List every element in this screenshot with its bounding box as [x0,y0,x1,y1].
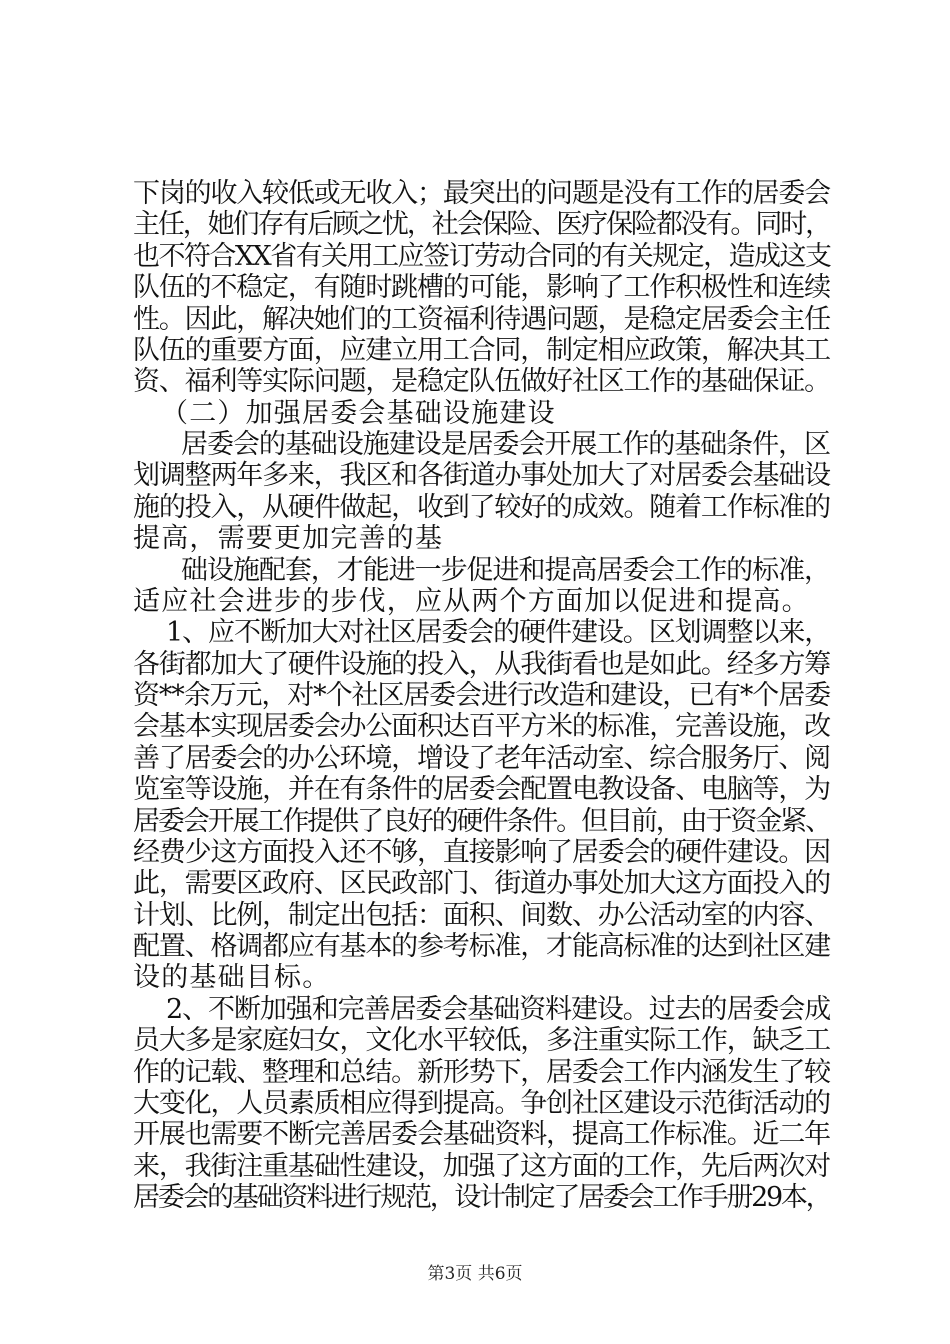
text-line: 开展也需要不断完善居委会基础资料，提高工作标准。近二年 [133,1119,830,1151]
text-line: 1、应不断加大对社区居委会的硬件建设。区划调整以来， [166,617,831,649]
text-line: （二）加强居委会基础设施建设 [161,397,556,429]
text-line: 队伍的不稳定，有随时跳槽的可能，影响了工作积极性和连续 [133,272,830,304]
text-line: 主任，她们存有后顾之忧，社会保险、医疗保险都没有。同时， [133,209,830,241]
text-line: 会基本实现居委会办公面积达百平方米的标准，完善设施，改 [133,711,830,743]
text-line: 览室等设施，并在有条件的居委会配置电教设备、电脑等，为 [133,774,830,806]
text-line: 资**余万元，对*个社区居委会进行改造和建设，已有*个居委 [133,680,830,711]
text-line: 善了居委会的办公环境，增设了老年活动室、综合服务厅、阅 [133,742,830,774]
text-line: 各街都加大了硬件设施的投入，从我街看也是如此。经多方筹 [133,648,830,680]
text-line: 施的投入，从硬件做起，收到了较好的成效。随着工作标准的 [133,491,830,523]
text-line: 划调整两年多来，我区和各街道办事处加大了对居委会基础设 [133,460,830,492]
text-line: 设的基础目标。 [133,962,331,994]
text-line: 经费少这方面投入还不够，直接影响了居委会的硬件建设。因 [133,836,830,868]
text-line: 也不符合XX省有关用工应签订劳动合同的有关规定，造成这支 [133,240,831,272]
text-line: 居委会的基础资料进行规范，设计制定了居委会工作手册29本， [133,1182,831,1213]
text-line: 提高，需要更加完善的基 [133,523,444,555]
text-line: 适应社会进步的步伐，应从两个方面加以促进和提高。 [133,585,810,617]
text-line: 大变化，人员素质相应得到提高。争创社区建设示范街活动的 [133,1087,830,1119]
text-line: 作的记载、整理和总结。新形势下，居委会工作内涵发生了较 [133,1056,830,1088]
text-line: 资、福利等实际问题，是稳定队伍做好社区工作的基础保证。 [133,366,830,398]
text-line: 此，需要区政府、区民政部门、街道办事处加大这方面投入的 [133,868,830,900]
text-line: 下岗的收入较低或无收入；最突出的问题是没有工作的居委会 [133,178,830,209]
text-line: 居委会开展工作提供了良好的硬件条件。但目前，由于资金紧、 [133,805,830,837]
text-line: 居委会的基础设施建设是居委会开展工作的基础条件，区 [181,429,830,460]
text-line: 员大多是家庭妇女，文化水平较低，多注重实际工作，缺乏工 [133,1025,830,1057]
page-footer: 第3页 共6页 [427,1264,523,1284]
text-line: 2、不断加强和完善居委会基础资料建设。过去的居委会成 [166,993,831,1025]
text-line: 础设施配套，才能进一步促进和提高居委会工作的标准， [181,554,830,586]
text-line: 来，我街注重基础性建设，加强了这方面的工作，先后两次对 [133,1150,830,1182]
text-line: 计划、比例，制定出包括：面积、间数、办公活动室的内容、 [133,899,830,931]
text-line: 配置、格调都应有基本的参考标准，才能高标准的达到社区建 [133,931,830,962]
text-line: 队伍的重要方面，应建立用工合同，制定相应政策，解决其工 [133,334,830,366]
text-line: 性。因此，解决她们的工资福利待遇问题，是稳定居委会主任 [133,303,830,335]
